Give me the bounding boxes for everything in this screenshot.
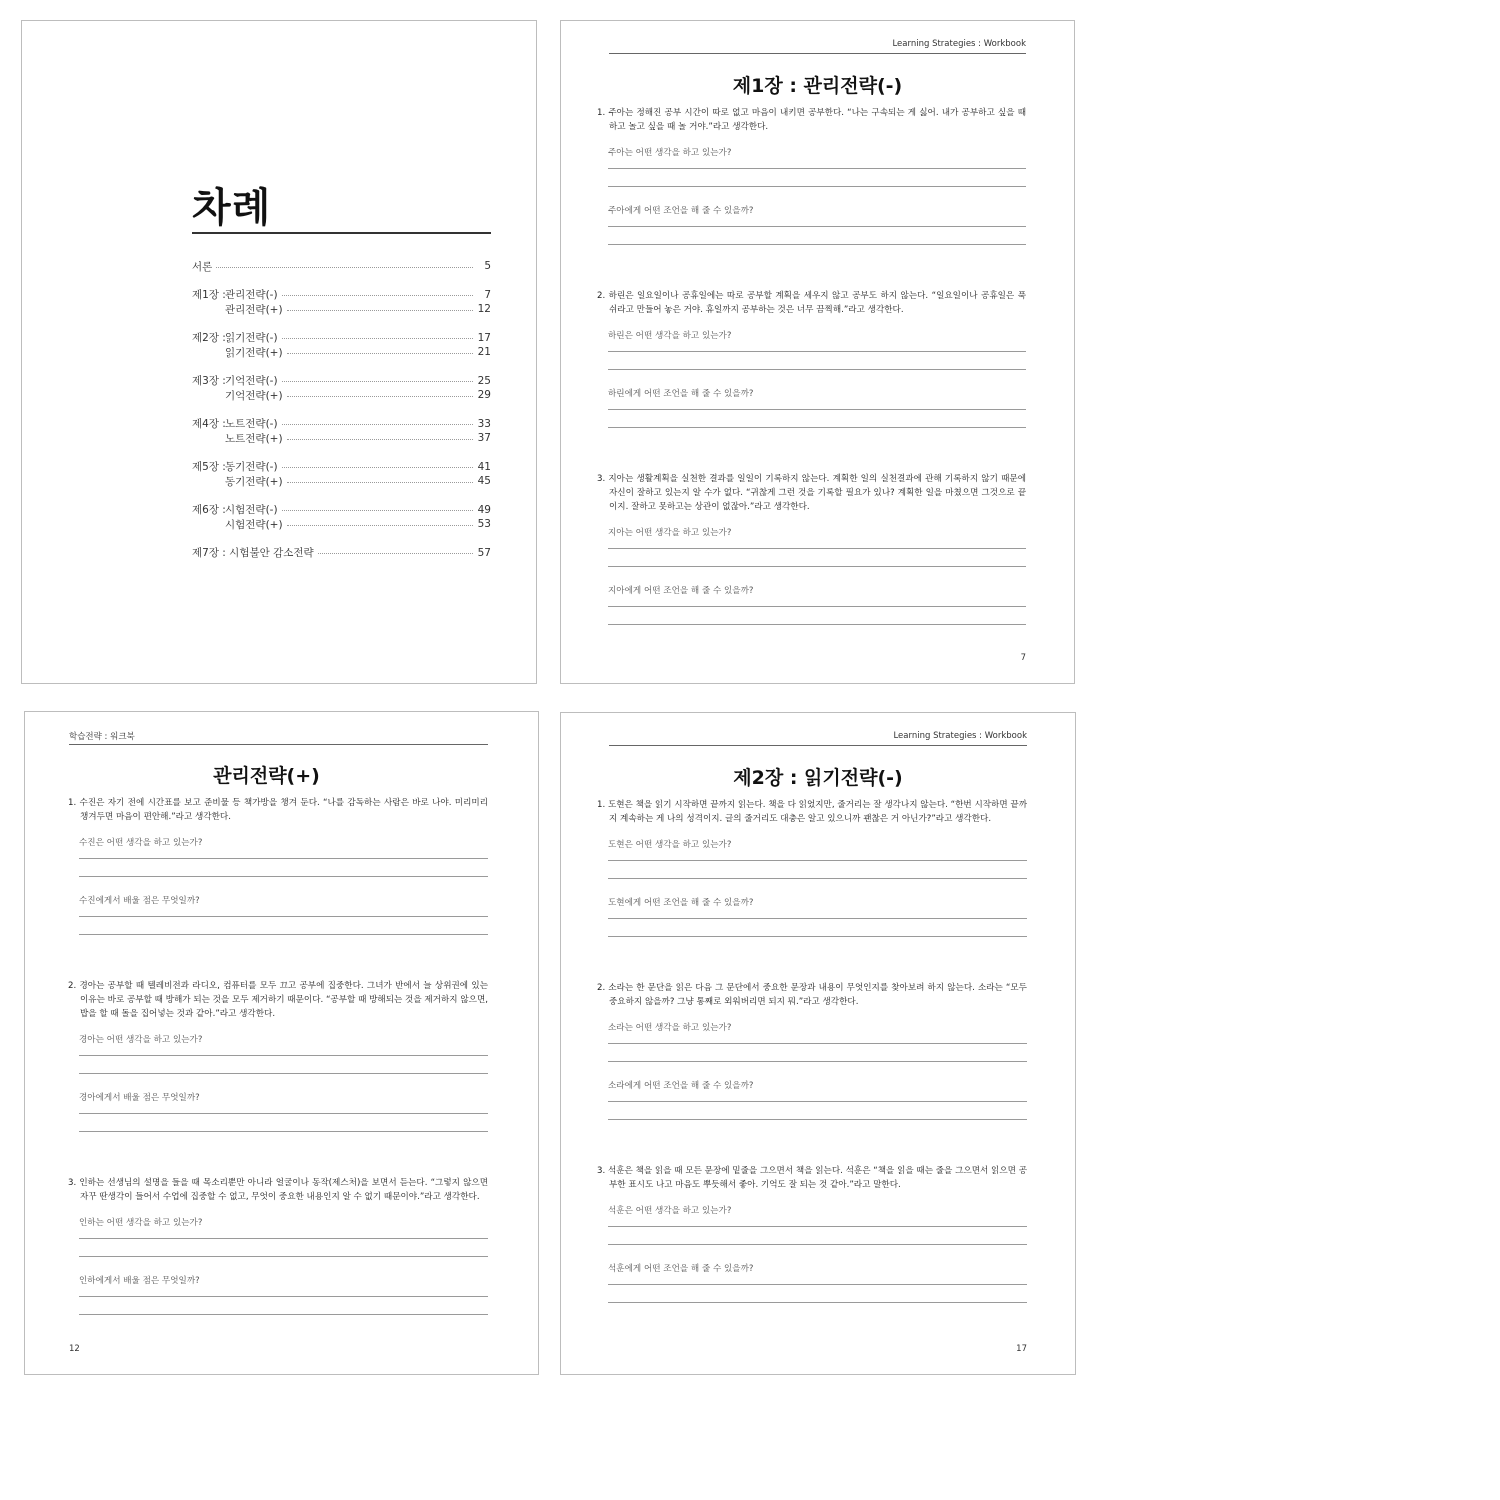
- toc-row: [192, 288, 491, 303]
- toc-section-name: 읽기전략(-): [225, 332, 278, 345]
- question-block: [68, 796, 488, 952]
- question-block: [597, 981, 1027, 1137]
- answer-prompt: 도현에게 어떤 조언을 해 줄 수 있을까?: [608, 898, 754, 908]
- toc-page-number: 37: [477, 432, 491, 445]
- toc-section-name: 관리전략(-): [225, 289, 278, 302]
- answer-line[interactable]: [79, 858, 488, 859]
- header-rule: [609, 53, 1026, 54]
- answer-lines[interactable]: [79, 1238, 488, 1257]
- answer-line[interactable]: [79, 1073, 488, 1074]
- answer-line[interactable]: [608, 878, 1027, 879]
- question-text: 1. 주아는 정해진 공부 시간이 따로 없고 마음이 내키면 공부한다. “나는 구속되는 게 싫어. 내가 공부하고 싶을 때 하고 놀고 싶을 때 놀 거야.”라고 생각한다.: [597, 108, 1026, 132]
- toc-leader: [282, 510, 473, 511]
- answer-line[interactable]: [79, 876, 488, 877]
- toc-page-number: 25: [477, 374, 491, 387]
- question-text: 1. 도현은 책을 읽기 시작하면 끝까지 읽는다. 책을 다 읽었지만, 줄거리는 잘 생각나지 않는다. “한번 시작하면 끝까지 계속하는 게 나의 성격이지. 글의 줄거리도 대충은 알고 있으니까 괜찮은 거 아닌가?”라고 생각한다.: [597, 800, 1027, 824]
- answer-lines[interactable]: [608, 918, 1027, 937]
- toc-leader: [287, 439, 473, 440]
- answer-lines[interactable]: [608, 860, 1027, 879]
- answer-prompt: 주아는 어떤 생각을 하고 있는가?: [608, 148, 732, 158]
- page-title: 제1장 : 관리전략(-): [732, 75, 903, 97]
- answer-lines[interactable]: [608, 1101, 1027, 1120]
- answer-lines[interactable]: [608, 606, 1026, 625]
- toc-row: [192, 331, 491, 346]
- answer-line[interactable]: [608, 548, 1026, 549]
- toc-page-number: 57: [477, 546, 491, 559]
- toc-row: [192, 345, 491, 360]
- toc-section-name: 기억전략(-): [225, 375, 278, 388]
- question-text: 2. 소라는 한 문단을 읽은 다음 그 문단에서 중요한 문장과 내용이 무엇인지를 찾아보려 하지 않는다. 소라는 “모두 중요하지 않을까? 그냥 통째로 외워버리면 되지 뭐.”라고 생각한다.: [597, 983, 1027, 1007]
- question-text: 1. 수진은 자기 전에 시간표를 보고 준비물 등 책가방을 챙겨 둔다. “나를 감독하는 사람은 바로 나야. 미리미리 챙겨두면 마음이 편안해.”라고 생각한다.: [68, 798, 488, 822]
- answer-line[interactable]: [608, 427, 1026, 428]
- page-17: [560, 712, 1076, 1375]
- answer-line[interactable]: [608, 1061, 1027, 1062]
- toc-page-number: 21: [477, 346, 491, 359]
- question-block: [597, 798, 1027, 954]
- toc-entry: [192, 288, 491, 317]
- toc-leader: [287, 310, 473, 311]
- answer-lines[interactable]: [79, 1296, 488, 1315]
- question-text: 3. 인하는 선생님의 설명을 들을 때 목소리뿐만 아니라 얼굴이나 동작(제스처)을 보면서 듣는다. “그렇지 않으면 자꾸 딴생각이 들어서 수업에 집중할 수 없고, 무엇이 중요한 내용인지 알 수 없기 때문이야.”라고 생각한다.: [68, 1178, 488, 1202]
- answer-line[interactable]: [608, 918, 1027, 919]
- toc-section-name: 시험전략(-): [225, 504, 278, 517]
- toc-leader: [287, 525, 473, 526]
- answer-prompt: 수진에게서 배울 점은 무엇일까?: [79, 896, 200, 906]
- answer-prompt: 지아에게 어떤 조언을 해 줄 수 있을까?: [608, 586, 754, 596]
- toc-chapter-label: 제6장 :: [192, 504, 226, 517]
- page-number: 7: [1020, 653, 1026, 663]
- answer-line[interactable]: [608, 244, 1026, 245]
- toc-section-name: 노트전략(+): [225, 432, 283, 445]
- answer-line[interactable]: [79, 1055, 488, 1056]
- running-header: 학습전략 : 워크북: [69, 732, 135, 742]
- answer-lines[interactable]: [79, 1055, 488, 1074]
- toc-entry: [192, 417, 491, 446]
- answer-line[interactable]: [608, 936, 1027, 937]
- answer-prompt: 수진은 어떤 생각을 하고 있는가?: [79, 838, 203, 848]
- page-title: 제2장 : 읽기전략(-): [733, 767, 903, 789]
- toc-list: [192, 259, 491, 574]
- toc-entry: [192, 460, 491, 489]
- toc-leader: [287, 396, 473, 397]
- answer-lines[interactable]: [608, 226, 1026, 245]
- toc-chapter-label: 제4장 :: [192, 418, 226, 431]
- toc-page-number: 12: [477, 303, 491, 316]
- question-block: [597, 106, 1026, 262]
- toc-page: [21, 20, 537, 684]
- answer-line[interactable]: [608, 1043, 1027, 1044]
- page-number: 17: [1016, 1344, 1027, 1354]
- answer-line[interactable]: [79, 934, 488, 935]
- answer-lines[interactable]: [79, 916, 488, 935]
- answer-line[interactable]: [79, 1296, 488, 1297]
- running-header: Learning Strategies : Workbook: [893, 731, 1027, 741]
- answer-line[interactable]: [79, 1256, 488, 1257]
- toc-leader: [282, 381, 473, 382]
- toc-section-name: 읽기전략(+): [225, 346, 283, 359]
- toc-row: [192, 474, 491, 489]
- answer-prompt: 석훈에게 어떤 조언을 해 줄 수 있을까?: [608, 1264, 754, 1274]
- toc-page-number: 41: [477, 460, 491, 473]
- answer-prompt: 인하는 어떤 생각을 하고 있는가?: [79, 1218, 203, 1228]
- answer-line[interactable]: [608, 1226, 1027, 1227]
- question-text: 2. 하린은 일요일이나 공휴일에는 따로 공부할 계획을 세우지 않고 공부도 하지 않는다. “일요일이나 공휴일은 푹 쉬라고 만들어 놓은 거야. 휴일까지 공부하는 것은 너무 끔찍해.”라고 생각한다.: [597, 291, 1026, 315]
- toc-entry: [192, 259, 491, 274]
- question-block: [597, 289, 1026, 445]
- toc-entry: [192, 546, 491, 561]
- toc-leader: [318, 553, 473, 554]
- toc-chapter-label: 제3장 :: [192, 375, 226, 388]
- toc-leader: [282, 295, 473, 296]
- answer-lines[interactable]: [608, 351, 1026, 370]
- toc-chapter-label: 제2장 :: [192, 332, 226, 345]
- toc-chapter-label: 제5장 :: [192, 461, 226, 474]
- answer-prompt: 석훈은 어떤 생각을 하고 있는가?: [608, 1206, 732, 1216]
- answer-prompt: 인하에게서 배울 점은 무엇일까?: [79, 1276, 200, 1286]
- answer-line[interactable]: [608, 1101, 1027, 1102]
- answer-prompt: 지아는 어떤 생각을 하고 있는가?: [608, 528, 732, 538]
- question-block: [68, 979, 488, 1149]
- toc-page-number: 53: [477, 518, 491, 531]
- toc-page-number: 33: [477, 417, 491, 430]
- answer-line[interactable]: [608, 226, 1026, 227]
- page-7: [560, 20, 1075, 684]
- answer-line[interactable]: [608, 1244, 1027, 1245]
- question-text: 3. 지아는 생활계획을 실천한 결과를 일일이 기록하지 않는다. 계획한 일의 실천결과에 관해 기록하지 않기 때문에 자신이 잘하고 있는지 알 수가 없다. “귀찮게 그런 것을 기록할 필요가 있나? 계획한 일을 마쳤으면 그것으로 끝이지. 잘하고 못하고는 상관이 없잖아.”라고 생각한다.: [597, 474, 1026, 512]
- answer-line[interactable]: [608, 606, 1026, 607]
- toc-row: [192, 431, 491, 446]
- toc-section-name: 관리전략(+): [225, 303, 283, 316]
- toc-section-name: 노트전략(-): [225, 418, 278, 431]
- answer-line[interactable]: [608, 351, 1026, 352]
- answer-lines[interactable]: [79, 858, 488, 877]
- answer-line[interactable]: [608, 1302, 1027, 1303]
- toc-page-number: 5: [484, 260, 491, 273]
- toc-row: [192, 517, 491, 532]
- toc-row: [192, 417, 491, 432]
- toc-row: [192, 259, 491, 274]
- toc-section-name: 제7장 : 시험불안 감소전략: [192, 547, 314, 560]
- header-rule: [609, 745, 1027, 746]
- toc-leader: [282, 338, 473, 339]
- toc-row: [192, 374, 491, 389]
- answer-line[interactable]: [608, 1284, 1027, 1285]
- page-number: 12: [69, 1344, 80, 1354]
- answer-lines[interactable]: [608, 1043, 1027, 1062]
- toc-title: 차례: [192, 185, 272, 231]
- toc-section-name: 기억전략(+): [225, 389, 283, 402]
- toc-chapter-label: 제1장 :: [192, 289, 226, 302]
- answer-line[interactable]: [79, 916, 488, 917]
- toc-page-number: 29: [477, 389, 491, 402]
- answer-prompt: 하린은 어떤 생각을 하고 있는가?: [608, 331, 732, 341]
- toc-leader: [282, 424, 473, 425]
- toc-leader: [287, 482, 473, 483]
- toc-page-number: 7: [484, 288, 491, 301]
- answer-line[interactable]: [608, 1119, 1027, 1120]
- toc-entry: [192, 503, 491, 532]
- answer-line[interactable]: [79, 1113, 488, 1114]
- toc-page-number: 17: [477, 331, 491, 344]
- answer-lines[interactable]: [608, 168, 1026, 187]
- answer-line[interactable]: [79, 1314, 488, 1315]
- toc-row: [192, 460, 491, 475]
- toc-leader: [216, 267, 473, 268]
- answer-prompt: 주아에게 어떤 조언을 해 줄 수 있을까?: [608, 206, 754, 216]
- answer-line[interactable]: [608, 860, 1027, 861]
- answer-prompt: 하린에게 어떤 조언을 해 줄 수 있을까?: [608, 389, 754, 399]
- answer-lines[interactable]: [608, 1226, 1027, 1245]
- toc-page-number: 49: [477, 503, 491, 516]
- answer-lines[interactable]: [79, 1113, 488, 1132]
- answer-line[interactable]: [608, 168, 1026, 169]
- answer-line[interactable]: [608, 409, 1026, 410]
- toc-leader: [282, 467, 473, 468]
- answer-prompt: 소라에게 어떤 조언을 해 줄 수 있을까?: [608, 1081, 754, 1091]
- toc-section-name: 동기전략(+): [225, 475, 283, 488]
- toc-row: [192, 388, 491, 403]
- running-header: Learning Strategies : Workbook: [892, 39, 1026, 49]
- answer-lines[interactable]: [608, 548, 1026, 567]
- toc-page-number: 45: [477, 475, 491, 488]
- header-rule: [69, 744, 488, 745]
- answer-prompt: 경아는 어떤 생각을 하고 있는가?: [79, 1035, 203, 1045]
- question-block: [597, 472, 1026, 642]
- toc-section-name: 시험전략(+): [225, 518, 283, 531]
- answer-line[interactable]: [608, 369, 1026, 370]
- toc-row: [192, 503, 491, 518]
- question-text: 2. 경아는 공부할 때 텔레비전과 라디오, 컴퓨터를 모두 끄고 공부에 집중한다. 그녀가 반에서 늘 상위권에 있는 이유는 바로 공부할 때 방해가 되는 것을 모두 제거하기 때문이다. “공부할 때 방해되는 것을 제거하지 않으면, 밥을 할 때 돌을 집어넣는 것과 같아.”라고 생각한다.: [68, 981, 488, 1019]
- answer-lines[interactable]: [608, 409, 1026, 428]
- toc-entry: [192, 374, 491, 403]
- answer-line[interactable]: [79, 1131, 488, 1132]
- page-12: [24, 711, 539, 1375]
- toc-section-name: 동기전략(-): [225, 461, 278, 474]
- answer-prompt: 소라는 어떤 생각을 하고 있는가?: [608, 1023, 732, 1033]
- question-block: [597, 1164, 1027, 1320]
- answer-prompt: 도현은 어떤 생각을 하고 있는가?: [608, 840, 732, 850]
- answer-lines[interactable]: [608, 1284, 1027, 1303]
- question-text: 3. 석훈은 책을 읽을 때 모든 문장에 밑줄을 그으면서 책을 읽는다. 석훈은 “책을 읽을 때는 줄을 그으면서 읽으면 공부한 표시도 나고 마음도 뿌듯해서 좋아. 기억도 잘 되는 것 같아.”라고 말한다.: [597, 1166, 1027, 1190]
- answer-prompt: 경아에게서 배울 점은 무엇일까?: [79, 1093, 200, 1103]
- toc-row: [192, 546, 491, 561]
- toc-section-name: 서론: [192, 260, 213, 273]
- page-title: 관리전략(+): [213, 765, 320, 787]
- toc-entry: [192, 331, 491, 360]
- toc-row: [192, 302, 491, 317]
- answer-line[interactable]: [79, 1238, 488, 1239]
- answer-line[interactable]: [608, 186, 1026, 187]
- toc-leader: [287, 353, 473, 354]
- question-block: [68, 1176, 488, 1332]
- toc-divider: [192, 232, 491, 234]
- answer-line[interactable]: [608, 566, 1026, 567]
- answer-line[interactable]: [608, 624, 1026, 625]
